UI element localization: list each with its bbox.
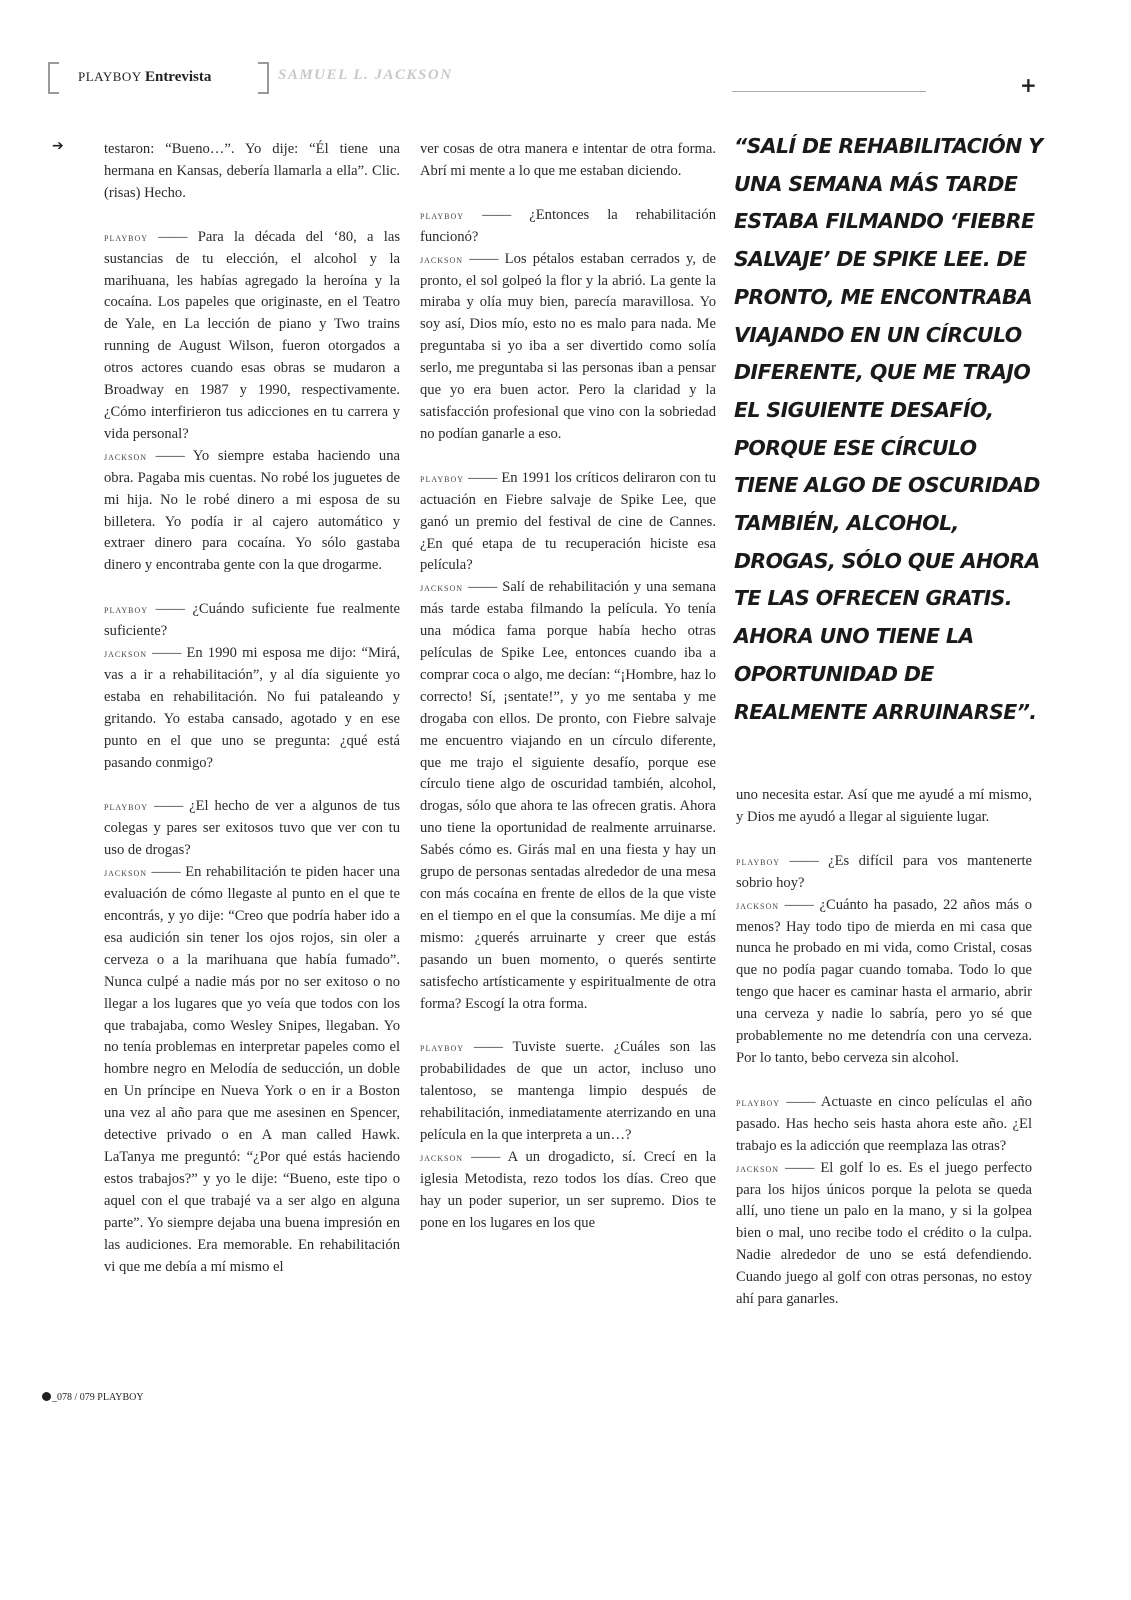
- column-1: [104, 139, 400, 1278]
- answer-text: En rehabilitación te piden hacer una evaluación de cómo llegaste al punto en el que te encontrás, y yo dije: “Creo que podría haber ido a esa audición sin tener los ojos rojos, sin oler a cerveza o a la marihuana que había fumado”. Nunca culpé a nadie más por no ser exitoso o no llegar a los lugares que yo veía que todos con los que trabajaba, como Wesley Snipes, llegaban. Yo no tenía problemas en interpretar papeles como el hombre negro en Melodía de seducción, un doble en Un príncipe en Nueva York o en ir a Boston una vez al año para que me asesinen en Spencer, detective privado o en A man called Hawk. LaTanya me preguntó: “¿Por qué estás haciendo estos trabajos?” y yo le dije: “Bueno, este tipo o aquel con el que trabajé va a ser algo en alguna parte”. Yo siempre dejaba una buena impresión en las audiciones. Era memorable. En rehabilitación vi que me debía a mí mismo el: [104, 864, 400, 1275]
- dash: ——: [152, 645, 182, 662]
- speaker-playboy: playboy: [420, 1040, 465, 1055]
- header-brand-name: PLAYBOY: [78, 69, 142, 84]
- question: [104, 227, 400, 446]
- column-2: [420, 139, 716, 1235]
- question: [420, 468, 716, 578]
- question: [104, 796, 400, 862]
- dash: ——: [158, 228, 188, 245]
- dash: ——: [155, 601, 185, 618]
- speaker-jackson: jackson: [736, 1160, 780, 1175]
- paragraph: testaron: “Bueno…”. Yo dije: “Él tiene una hermana en Kansas, debería llamarla a ella”. Clic. (risas) Hecho.: [104, 141, 400, 201]
- question: [736, 1092, 1032, 1158]
- speaker-jackson: jackson: [104, 448, 148, 463]
- paragraph: ver cosas de otra manera e intentar de otra forma. Abrí mi mente a lo que me estaban diciendo.: [420, 141, 716, 179]
- dash: ——: [789, 852, 819, 869]
- answer: [104, 643, 400, 774]
- speaker-jackson: jackson: [420, 1149, 464, 1164]
- speaker-jackson: jackson: [420, 251, 464, 266]
- dash: ——: [151, 864, 181, 881]
- dash: ——: [784, 896, 814, 913]
- question-text: ¿Entonces la rehabilitación funcionó?: [420, 206, 717, 245]
- speaker-jackson: jackson: [104, 865, 148, 880]
- answer-text: Salí de rehabilitación y una semana más tarde estaba filmando la película. Yo tenía una módica fama porque había hecho otras películas de Spike Lee, entonces cuando iba a comprar coca o algo, me decían: “¡Hombre, haz lo correcto! Sí, ¡sentate!”, y yo me sentaba y me drogaba con ellos. De pronto, con Fiebre salvaje me encuentro viajando en un círculo diferente, que me trajo el siguiente desafío, porque ese círculo tiene algo de oscuridad también, alcohol, drogas, sólo que ahora te las ofrecen gratis. Ahora uno tiene la oportunidad de realmente arruinarse. Sabés cómo es. Girás mal en una fiesta y hay un grupo de personas sentadas alrededor de una mesa con más cocaína en frente de ellos de la que viste en el tiempo en el que la consumías. Me dije a mí mismo: ¿querés arruinarte y creer que estás pasando un buen momento, o querés sentirte satisfecho artísticamente y espiritualmente de otra forma? Escogí la otra forma.: [420, 579, 716, 1012]
- answer: [104, 446, 400, 577]
- speaker-playboy: playboy: [420, 207, 465, 222]
- speaker-jackson: jackson: [420, 580, 464, 595]
- arrow-right-icon: ➔: [52, 138, 64, 154]
- speaker-playboy: playboy: [104, 229, 149, 244]
- header-bracket-right: [258, 62, 269, 94]
- dash: ——: [468, 469, 498, 486]
- page-numbers: _078 / 079: [52, 1392, 95, 1403]
- speaker-jackson: jackson: [104, 646, 148, 661]
- paragraph: uno necesita estar. Así que me ayudé a mí mismo, y Dios me ayudó a llegar al siguiente lugar.: [736, 787, 1032, 825]
- page-folio: [42, 1392, 144, 1403]
- column-3: [736, 785, 1032, 1311]
- answer-text: Yo siempre estaba haciendo una obra. Pagaba mis cuentas. No robé los juguetes de mi hija. No le robé dinero a mi esposa de su billetera. Yo podía ir al cajero automático y extraer dinero para cocaína. Yo sólo gastaba dinero y encontraba gente con la que drogarme.: [104, 447, 401, 574]
- footer-brand: PLAYBOY: [97, 1392, 144, 1403]
- plus-icon: +: [1020, 73, 1037, 97]
- dash: ——: [153, 798, 184, 815]
- dash: ——: [469, 250, 499, 267]
- dash: ——: [785, 1159, 815, 1176]
- dash: ——: [786, 1093, 816, 1110]
- answer: [736, 895, 1032, 1070]
- speaker-playboy: playboy: [104, 799, 149, 814]
- dash: ——: [473, 1039, 503, 1056]
- question-text: ¿Es difícil para vos mantenerte sobrio hoy?: [736, 852, 1032, 891]
- answer: [420, 577, 716, 1015]
- top-rule: [732, 91, 926, 92]
- header-subject: SAMUEL L. JACKSON: [278, 67, 453, 83]
- bullet-icon: [42, 1392, 51, 1401]
- speaker-playboy: playboy: [104, 602, 149, 617]
- dash: ——: [471, 1148, 501, 1165]
- dash: ——: [482, 206, 512, 223]
- answer-text: ¿Cuánto ha pasado, 22 años más o menos? Hay todo tipo de mierda en mi casa que nunca he probado en mi vida, como Cristal, cosas que no podía pagar cuando tomaba. Todo lo que tengo que hacer es caminar hasta el armario, abrir una cerveza y nadie lo sabría, pero yo sé que probablemente no me detendría con una cerveza. Por lo tanto, bebo cerveza sin alcohol.: [736, 896, 1033, 1066]
- question-text: Para la década del ‘80, a las sustancias de tu elección, el alcohol y la marihuana, les habías agregado la heroína y la cocaína. Los papeles que originaste, en el Teatro de Yale, en La lección de piano y Two trains running de August Wilson, fueron otorgados a otros actores cuando esas obras se mudaron a Broadway en 1987 y 1990, respectivamente. ¿Cómo interfirieron tus adicciones en tu carrera y vida personal?: [104, 228, 401, 442]
- header-brand: [78, 69, 211, 86]
- speaker-playboy: playboy: [736, 1094, 781, 1109]
- question-text: Tuviste suerte. ¿Cuáles son las probabilidades de que un actor, incluso uno talentoso, se mantenga limpio después de rehabilitación, inmediatamente aterrizando en una película en la que interpreta a un…?: [420, 1039, 716, 1144]
- answer-text: A un drogadicto, sí. Crecí en la iglesia Metodista, rezo todos los días. Creo que hay un poder superior, un ser supremo. Dios te pone en los lugares en los que: [420, 1148, 716, 1231]
- speaker-playboy: playboy: [420, 470, 465, 485]
- question-text: ¿Cuándo suficiente fue realmente suficiente?: [104, 601, 401, 640]
- question: [104, 599, 400, 643]
- question-text: Actuaste en cinco películas el año pasado. Has hecho seis hasta ahora este año. ¿El trabajo es la adicción que reemplaza las otras?: [736, 1093, 1033, 1154]
- dash: ——: [155, 447, 185, 464]
- answer: [736, 1158, 1032, 1311]
- question: [736, 851, 1032, 895]
- answer-text: En 1990 mi esposa me dijo: “Mirá, vas a ir a rehabilitación”, y al día siguiente yo estaba en rehabilitación. No fui pataleando y gritando. Yo estaba cansado, agotado y en ese punto en el que uno se pregunta: ¿qué está pasando conmigo?: [104, 645, 400, 771]
- answer-text: El golf lo es. Es el juego perfecto para los hijos únicos porque la pelota se queda allí, uno tiene un palo en la mano, y si la golpea bien o mal, uno recibe todo el crédito o la culpa. Nadie alrededor de uno se está defendiendo. Cuando juego al golf con otras personas, no estoy ahí para ganarles.: [736, 1159, 1032, 1308]
- speaker-jackson: jackson: [736, 897, 780, 912]
- speaker-playboy: playboy: [736, 853, 781, 868]
- answer: [420, 1147, 716, 1235]
- answer: [104, 862, 400, 1278]
- header-bracket-left: [48, 62, 59, 94]
- question-text: ¿El hecho de ver a algunos de tus colegas y pares ser exitosos tuvo que ver con tu uso de drogas?: [104, 798, 400, 859]
- question-text: En 1991 los críticos deliraron con tu actuación en Fiebre salvaje de Spike Lee, que ganó un premio del festival de cine de Cannes. ¿En qué etapa de tu recuperación hiciste esa película?: [420, 469, 717, 574]
- pull-quote: “SALÍ DE REHABILITACIÓN Y UNA SEMANA MÁS TARDE ESTABA FILMANDO ‘FIEBRE SALVAJE’ DE SPIKE LEE. DE PRONTO, ME ENCONTRABA VIAJANDO EN UN CÍRCULO DIFERENTE, QUE ME TRAJO EL SIGUIENTE DESAFÍO, PORQUE ESE CÍRCULO TIENE ALGO DE OSCURIDAD TAMBIÉN, ALCOHOL, DROGAS, SÓLO QUE AHORA TE LAS OFRECEN GRATIS. AHORA UNO TIENE LA OPORTUNIDAD DE REALMENTE ARRUINARSE”.: [734, 134, 1043, 724]
- answer-text: Los pétalos estaban cerrados y, de pronto, el sol golpeó la flor y la abrió. La gente la miraba y olía muy bien, parecía maravillosa. Yo soy así, Dios mío, esto no es malo para nada. Me preguntaba si yo iba a ser divertido como solía serlo, me preguntaba si las personas iban a pensar que yo era buen actor. Pero la claridad y la satisfacción profesional que vino con la sobriedad no podían ganarle a eso.: [420, 250, 716, 442]
- dash: ——: [468, 579, 498, 596]
- question: [420, 205, 716, 249]
- answer: [420, 249, 716, 446]
- question: [420, 1037, 716, 1147]
- header-section: Entrevista: [144, 69, 212, 85]
